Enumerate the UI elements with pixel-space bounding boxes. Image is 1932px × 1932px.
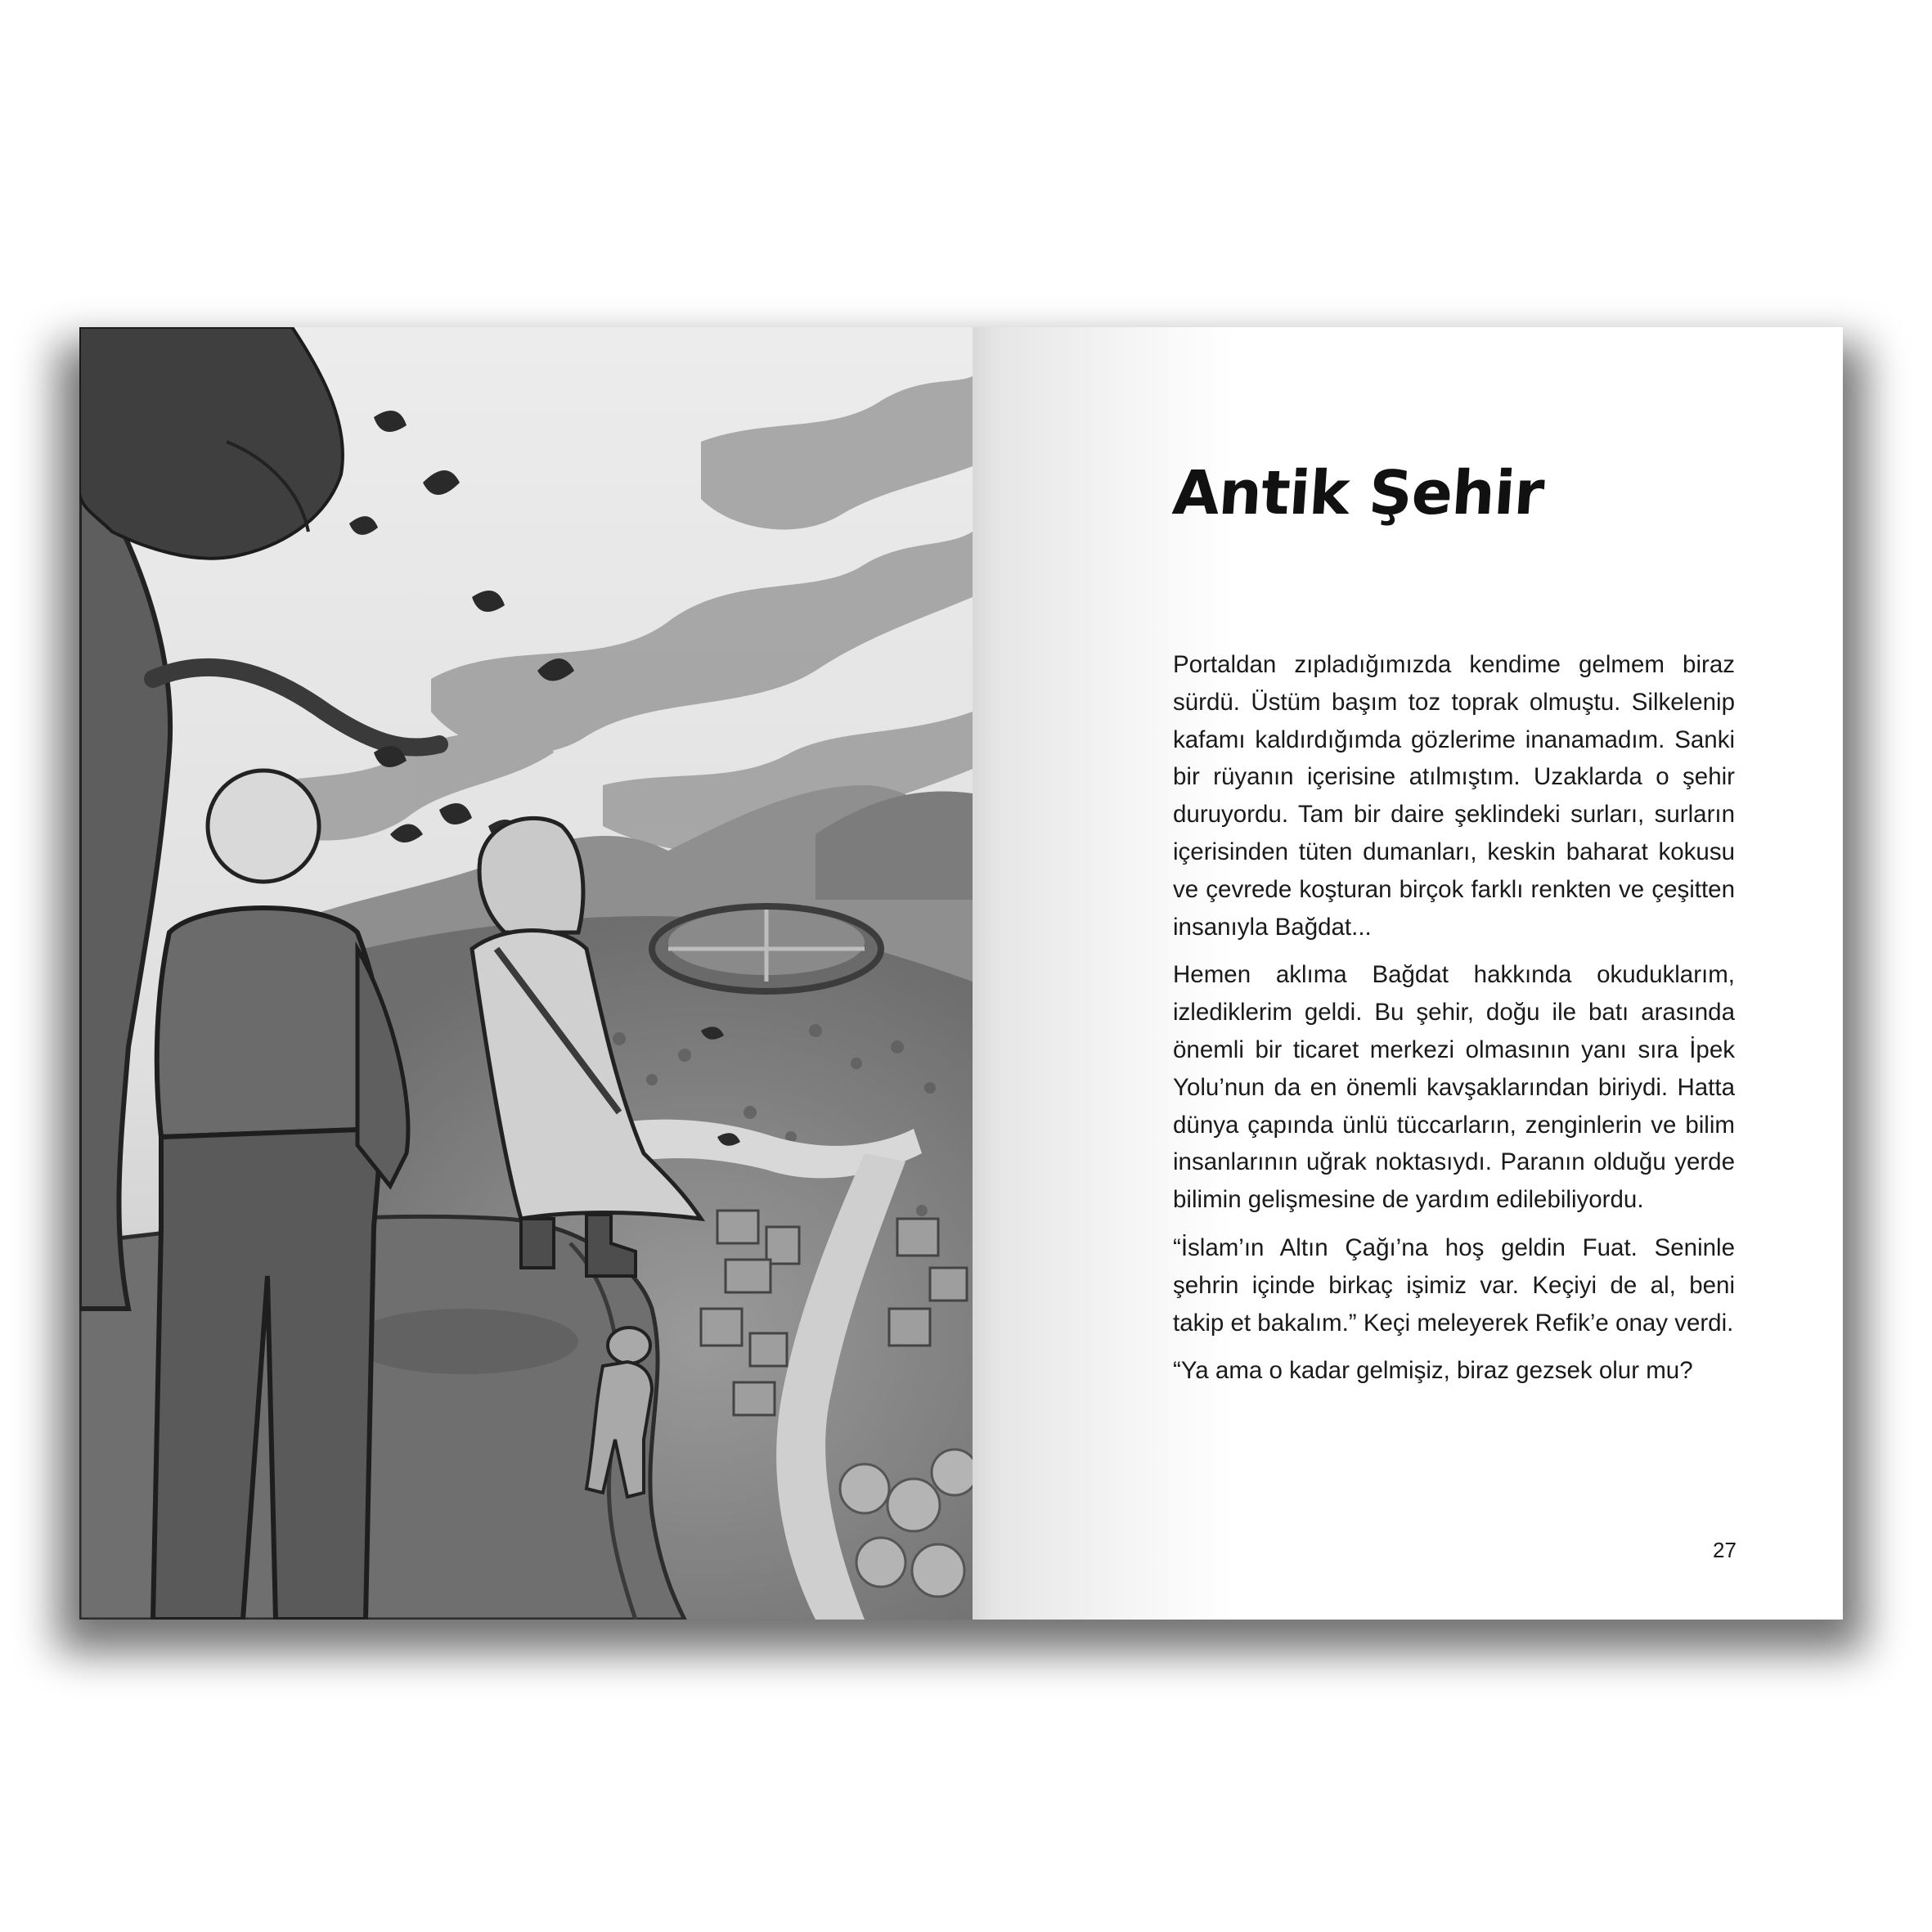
- paragraph-1: Portaldan zıpladığımızda kendime gelmem biraz sürdü. Üstüm başım toz toprak olmuştu. Silkelenip kafamı kaldırdığımda gözlerime inanamadım. Sanki bir rüyanın içerisine atılmıştım. Uzaklarda o şehir duruyordu. Tam bir daire şeklindeki surları, surların içerisinden tüten dumanları, keskin baharat kokusu ve çevrede koşturan birçok farklı renkten ve çeşitten insanıyla Bağdat...: [1173, 651, 1735, 941]
- body-text: [1173, 646, 1735, 1400]
- chapter-title: Antik Şehir: [1170, 458, 1546, 528]
- illustration: [79, 327, 973, 1620]
- tree-foliage: [79, 327, 343, 559]
- paragraph-3: “İslam’ın Altın Çağı’na hoş geldin Fuat. Seninle şehrin içinde birkaç işimiz var. Keçiyi de al, beni takip et bakalım.” Keçi meleyerek Refik’e onay verdi.: [1173, 1233, 1735, 1337]
- paragraph-4: “Ya ama o kadar gelmişiz, biraz gezsek olur mu?: [1173, 1357, 1693, 1385]
- illustration-page: [79, 327, 973, 1620]
- book-spread: [79, 327, 1843, 1620]
- page-number: 27: [1713, 1538, 1737, 1562]
- text-page: [973, 327, 1843, 1620]
- paragraph-2: Hemen aklıma Bağdat hakkında okuduklarım, izlediklerim geldi. Bu şehir, doğu ile batı arasında önemli bir ticaret merkezi olmasının yanı sıra İpek Yolu’nun da en önemli kavşaklarından biriydi. Hatta dünya çapında ünlü tüccarların, zenginlerin ve bilim insanlarının uğrak noktasıydı. Paranın olduğu yerde bilimin gelişmesine de yardım edilebiliyordu.: [1173, 961, 1735, 1214]
